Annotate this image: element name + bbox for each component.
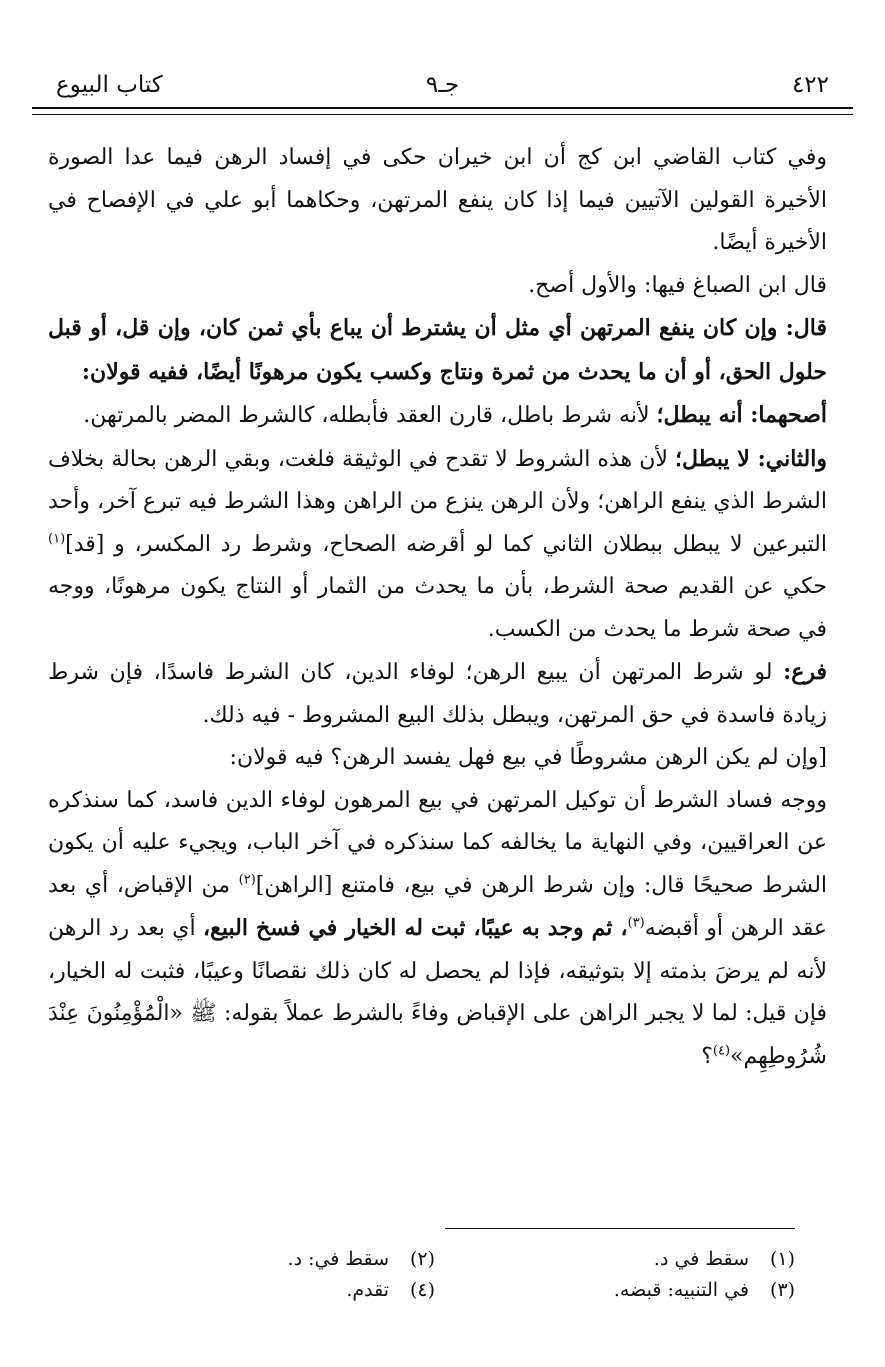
matn-text: ، ثم وجد به عيبًا، ثبت له الخيار في فسخ البيع، xyxy=(203,915,628,941)
branch-label: فرع: xyxy=(783,659,827,685)
main-text xyxy=(48,137,827,1078)
paragraph-2 xyxy=(48,265,827,308)
header-rule-thin xyxy=(32,114,853,115)
paragraph-6 xyxy=(48,651,827,737)
paragraph-text: لأن هذه الشروط لا تقدح في الوثيقة فلغت، وبقي الرهن بحالة بخلاف الشرط الذي ينفع الراهن؛ ولأن الرهن ينزع من الراهن وهذا الشرط فيه تبرع آخر، وأحد التبرعين لا يبطل ببطلان الثاني كما لو أقرضه الصحاح، وشرط رد المكسر، و [قد] xyxy=(48,446,827,557)
footnote-ref-1[interactable]: (١) xyxy=(48,531,66,547)
paragraph-text: قال ابن الصباغ فيها: والأول أصح. xyxy=(528,272,827,298)
footnote-text: في التنبيه: قبضه. xyxy=(613,1279,749,1301)
footnote-number: (٤) xyxy=(409,1279,435,1301)
page-number: ٤٢٢ xyxy=(791,72,829,98)
footnote-1 xyxy=(455,1244,795,1275)
footnote-ref-3[interactable]: (٣) xyxy=(627,915,645,931)
volume-label: جـ٩ xyxy=(425,72,460,98)
footnote-4 xyxy=(95,1275,435,1306)
matn-text: قال: وإن كان ينفع المرتهن أي مثل أن يشترط أن يباع بأي ثمن كان، وإن قل، أو قبل حلول الحق، أو أن ما يحدث من ثمرة ونتاج وكسب يكون مرهونًا أيضًا، ففيه قولان: xyxy=(48,315,827,385)
footnote-3 xyxy=(455,1275,795,1306)
footnote-number: (٢) xyxy=(409,1248,435,1270)
footnote-separator xyxy=(445,1228,795,1229)
matn-text: أصحهما: أنه يبطل؛ xyxy=(656,402,827,428)
paragraph-text: حكي عن القديم صحة الشرط، بأن ما يحدث من الثمار أو النتاج يكون مرهونًا، ووجه في صحة شرط ما يحدث من الكسب. xyxy=(48,574,827,642)
footnote-ref-2[interactable]: (٢) xyxy=(238,872,256,888)
paragraph-8 xyxy=(48,780,827,1079)
paragraph-text: ووجه فساد الشرط أن توكيل المرتهن في بيع المرهون لوفاء الدين فاسد، كما سنذكره عن العراقيين، وفي النهاية ما يخالفه كما سنذكره في آخر الباب، ويجيء عليه أن يكون الشرط صحيحًا قال: وإن شرط الرهن في بيع، فامتنع [الراهن] xyxy=(48,787,828,898)
book-title: كتاب البيوع xyxy=(56,72,163,98)
page-header xyxy=(32,58,853,108)
matn-text: والثاني: لا يبطل؛ xyxy=(675,445,827,472)
footnote-number: (١) xyxy=(769,1248,795,1270)
footnote-ref-4[interactable]: (٤) xyxy=(712,1043,731,1059)
footnote-text: سقط في: د. xyxy=(287,1248,389,1270)
paragraph-3 xyxy=(48,307,827,394)
paragraph-7 xyxy=(48,737,827,780)
paragraph-1 xyxy=(48,137,827,265)
footnote-text: سقط في د. xyxy=(653,1248,749,1270)
paragraph-text: وفي كتاب القاضي ابن كج أن ابن خيران حكى في إفساد الرهن فيما عدا الصورة الأخيرة القولين الآتيين فيما إذا كان ينفع المرتهن، وحكاهما أبو علي في الإفصاح في الأخيرة أيضًا. xyxy=(48,145,827,255)
footnote-number: (٣) xyxy=(769,1279,795,1301)
paragraph-text: لو شرط المرتهن أن يبيع الرهن؛ لوفاء الدين، كان الشرط فاسدًا، فإن شرط زيادة فاسدة في حق المرتهن، ويبطل بذلك البيع المشروط - فيه ذلك. xyxy=(48,660,827,728)
paragraph-text: أي بعد رد الرهن لأنه لم يرضَ بذمته إلا بتوثيقه، فإذا لم يحصل له كان ذلك نقصانًا وعيبًا، فثبت له الخيار، فإن قيل: لما لا يجبر الراهن على الإقباض وفاءً بالشرط عملاً بقوله: ﷺ «الْمُؤْمِنُونَ عِنْدَ شُرُوطِهِم» xyxy=(48,916,827,1069)
header-rule-thick xyxy=(32,107,853,109)
paragraph-5 xyxy=(48,438,827,652)
footnote-2 xyxy=(95,1244,435,1275)
footnote-text: تقدم. xyxy=(346,1279,389,1301)
paragraph-text: [وإن لم يكن الرهن مشروطًا في بيع فهل يفسد الرهن؟ فيه قولان: xyxy=(229,745,827,770)
paragraph-text: من الإقباض، أي بعد عقد الرهن أو أقبضه xyxy=(48,872,827,941)
paragraph-text: لأنه شرط باطل، قارن العقد فأبطله، كالشرط المضر بالمرتهن. xyxy=(83,403,657,428)
paragraph-4 xyxy=(48,394,827,438)
paragraph-text: ؟ xyxy=(701,1043,713,1069)
